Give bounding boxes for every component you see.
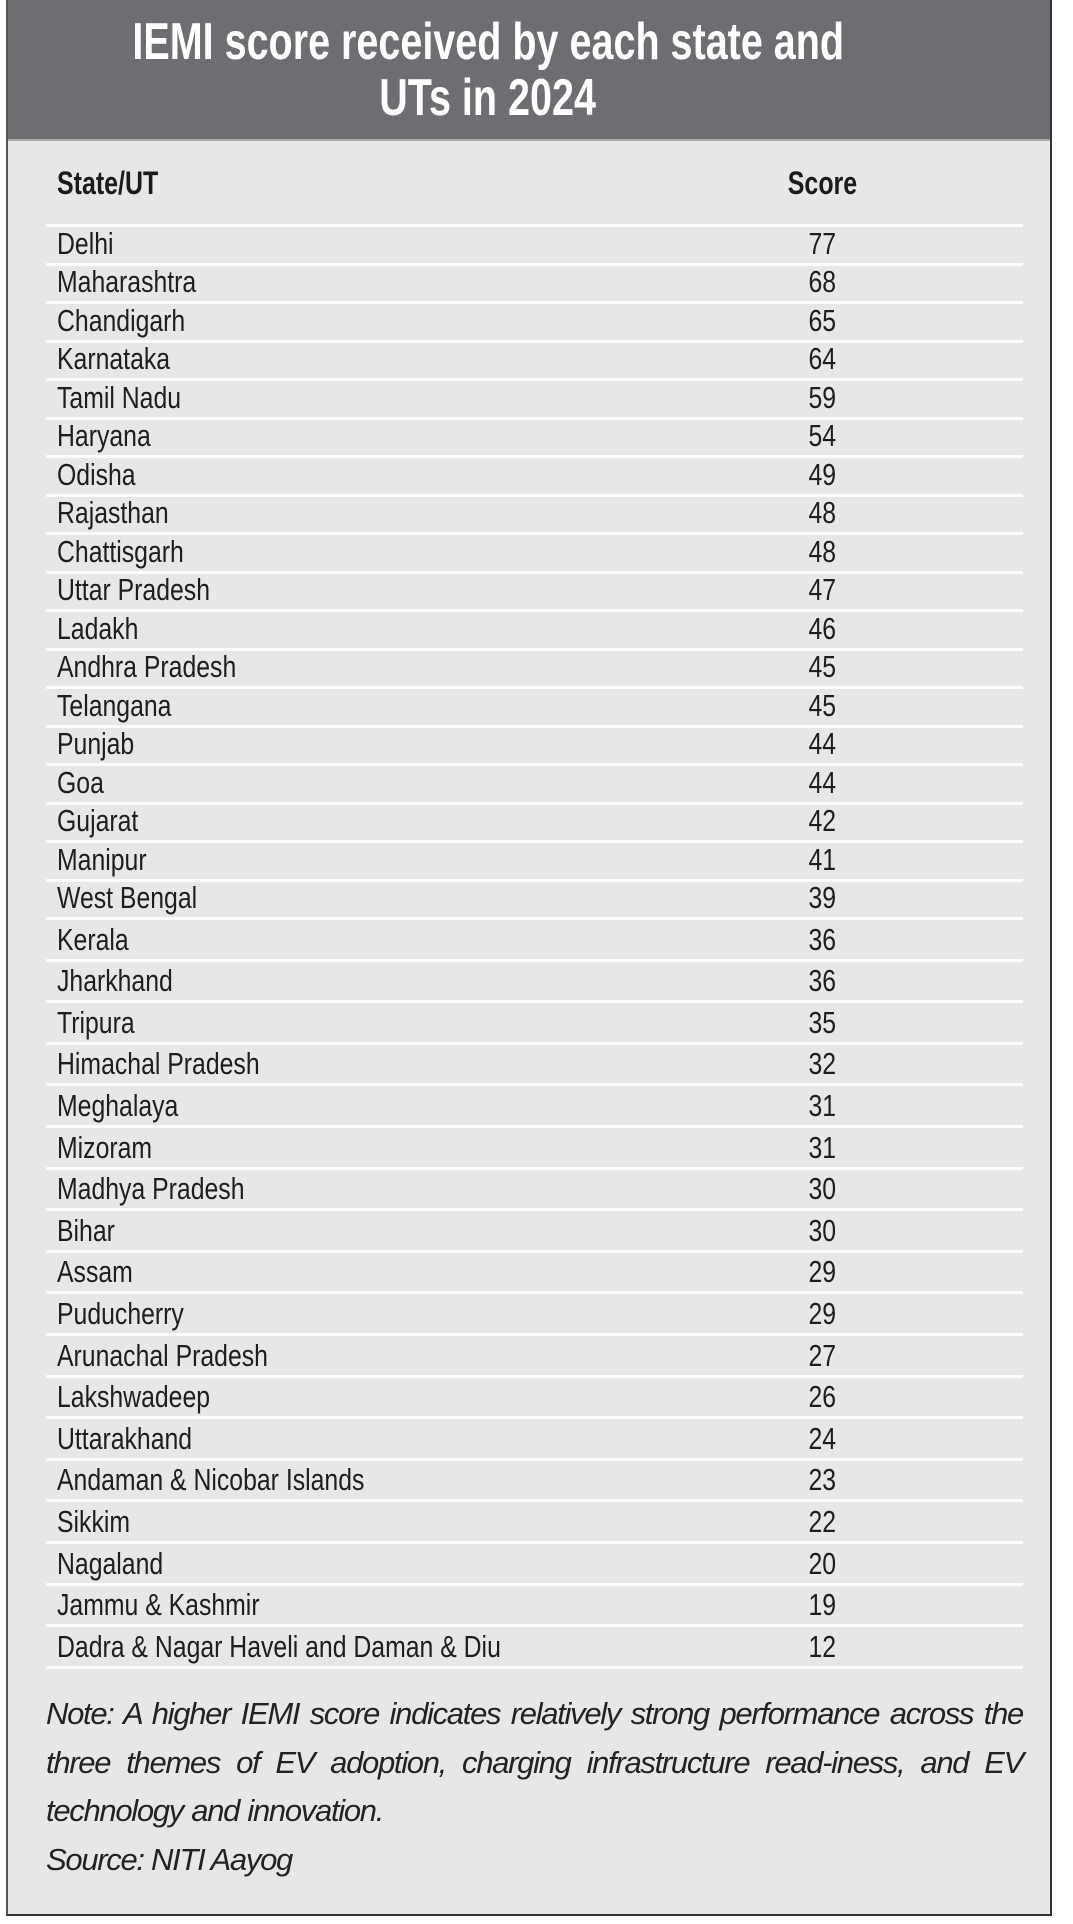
state-name: Manipur — [57, 841, 147, 877]
state-name: Uttar Pradesh — [57, 572, 211, 607]
table-row — [46, 1333, 1023, 1375]
table-row — [46, 725, 1023, 764]
table-row — [46, 263, 1023, 302]
state-score: 44 — [808, 726, 836, 761]
state-name: Puducherry — [57, 1295, 184, 1331]
state-score: 23 — [808, 1462, 836, 1498]
state-score: 22 — [808, 1503, 836, 1539]
title-line-2: UTs in 2024 — [379, 69, 597, 127]
state-name: Punjab — [57, 726, 135, 761]
table-row — [46, 1167, 1023, 1209]
state-score: 68 — [808, 264, 836, 299]
table-row — [46, 686, 1023, 725]
score-table — [46, 224, 1023, 1669]
state-name: Dadra & Nagar Haveli and Daman & Diu — [57, 1628, 501, 1664]
state-score: 30 — [808, 1171, 836, 1207]
table-row — [46, 224, 1023, 263]
state-name: Arunachal Pradesh — [57, 1337, 268, 1373]
state-score: 49 — [808, 456, 836, 492]
table-row — [46, 1583, 1023, 1625]
footnote — [46, 1690, 1023, 1884]
state-score: 59 — [808, 379, 836, 415]
state-name: Delhi — [57, 225, 114, 261]
state-name: Tripura — [57, 1004, 135, 1040]
state-score: 42 — [808, 803, 836, 838]
state-name: Uttarakhand — [57, 1420, 193, 1456]
column-header-state: State/UT — [57, 165, 159, 201]
state-name: Meghalaya — [57, 1087, 179, 1123]
state-score: 19 — [808, 1587, 836, 1623]
state-score: 77 — [808, 225, 836, 261]
table-row — [46, 455, 1023, 494]
state-name: Ladakh — [57, 610, 139, 646]
state-name: Andhra Pradesh — [57, 649, 237, 684]
state-score: 29 — [808, 1295, 836, 1331]
table-row — [46, 378, 1023, 417]
state-score: 45 — [808, 649, 836, 684]
table-row — [46, 494, 1023, 533]
state-score: 36 — [808, 921, 836, 957]
table-row — [46, 1624, 1023, 1666]
table-row — [46, 1291, 1023, 1333]
state-score: 47 — [808, 572, 836, 607]
table-row — [46, 1208, 1023, 1250]
state-score: 29 — [808, 1254, 836, 1290]
table-row — [46, 1499, 1023, 1541]
table-row — [46, 301, 1023, 340]
state-name: Telangana — [57, 687, 172, 723]
state-score: 36 — [808, 963, 836, 999]
table-row — [46, 571, 1023, 610]
state-name: Madhya Pradesh — [57, 1171, 245, 1207]
table-row — [46, 959, 1023, 1001]
table-row — [46, 1416, 1023, 1458]
table-row — [46, 802, 1023, 841]
state-score: 48 — [808, 533, 836, 569]
state-name: Goa — [57, 764, 104, 800]
state-name: Andaman & Nicobar Islands — [57, 1462, 365, 1498]
title-banner — [8, 0, 1050, 141]
state-name: Bihar — [57, 1212, 115, 1248]
state-score: 44 — [808, 764, 836, 800]
state-score: 12 — [808, 1628, 836, 1664]
state-name: Mizoram — [57, 1129, 153, 1165]
state-name: Haryana — [57, 418, 151, 453]
state-score: 26 — [808, 1379, 836, 1415]
state-score: 65 — [808, 302, 836, 338]
iemi-score-panel — [6, 0, 1052, 1916]
state-name: Assam — [57, 1254, 133, 1290]
table-row — [46, 532, 1023, 571]
source-text: Source: NITI Aayog — [46, 1841, 292, 1877]
state-name: Himachal Pradesh — [57, 1046, 260, 1082]
table-row — [46, 879, 1023, 918]
table-row — [46, 609, 1023, 648]
table-bottom-rule — [46, 1666, 1023, 1669]
state-name: Tamil Nadu — [57, 379, 182, 415]
state-score: 64 — [808, 341, 836, 376]
state-score: 39 — [808, 880, 836, 915]
state-name: Chattisgarh — [57, 533, 184, 569]
state-score: 48 — [808, 495, 836, 530]
column-header-score: Score — [787, 165, 857, 201]
state-score: 32 — [808, 1046, 836, 1082]
table-row — [46, 1458, 1023, 1500]
table-row — [46, 648, 1023, 687]
table-row — [46, 417, 1023, 456]
state-name: Lakshwadeep — [57, 1379, 211, 1415]
state-name: Maharashtra — [57, 264, 197, 299]
table-row — [46, 1125, 1023, 1167]
table-row — [46, 840, 1023, 879]
state-score: 45 — [808, 687, 836, 723]
state-score: 20 — [808, 1545, 836, 1581]
table-row — [46, 1042, 1023, 1084]
table-row — [46, 763, 1023, 802]
table-row — [46, 1083, 1023, 1125]
state-name: Jharkhand — [57, 963, 173, 999]
state-score: 31 — [808, 1129, 836, 1165]
state-name: Karnataka — [57, 341, 171, 376]
state-score: 30 — [808, 1212, 836, 1248]
state-name: Odisha — [57, 456, 136, 492]
state-score: 35 — [808, 1004, 836, 1040]
table-row — [46, 1375, 1023, 1417]
state-name: Rajasthan — [57, 495, 169, 530]
state-name: Chandigarh — [57, 302, 186, 338]
state-score: 31 — [808, 1087, 836, 1123]
state-score: 24 — [808, 1420, 836, 1456]
state-score: 41 — [808, 841, 836, 877]
state-name: Kerala — [57, 921, 129, 957]
state-name: Gujarat — [57, 803, 139, 838]
state-name: Nagaland — [57, 1545, 164, 1581]
table-row — [46, 1250, 1023, 1292]
note-text: Note: A higher IEMI score indicates relatively strong performance across the three themes of EV adoption, charging infrastructure read-iness, and EV technology and innovation. — [46, 1696, 1023, 1828]
table-row — [46, 340, 1023, 379]
table-row — [46, 1541, 1023, 1583]
state-score: 54 — [808, 418, 836, 453]
table-row — [46, 1000, 1023, 1042]
state-name: West Bengal — [57, 880, 198, 915]
state-name: Sikkim — [57, 1503, 131, 1539]
state-score: 46 — [808, 610, 836, 646]
title-line-1: IEMI score received by each state and — [132, 13, 844, 71]
table-row — [46, 917, 1023, 959]
state-name: Jammu & Kashmir — [57, 1587, 260, 1623]
state-score: 27 — [808, 1337, 836, 1373]
